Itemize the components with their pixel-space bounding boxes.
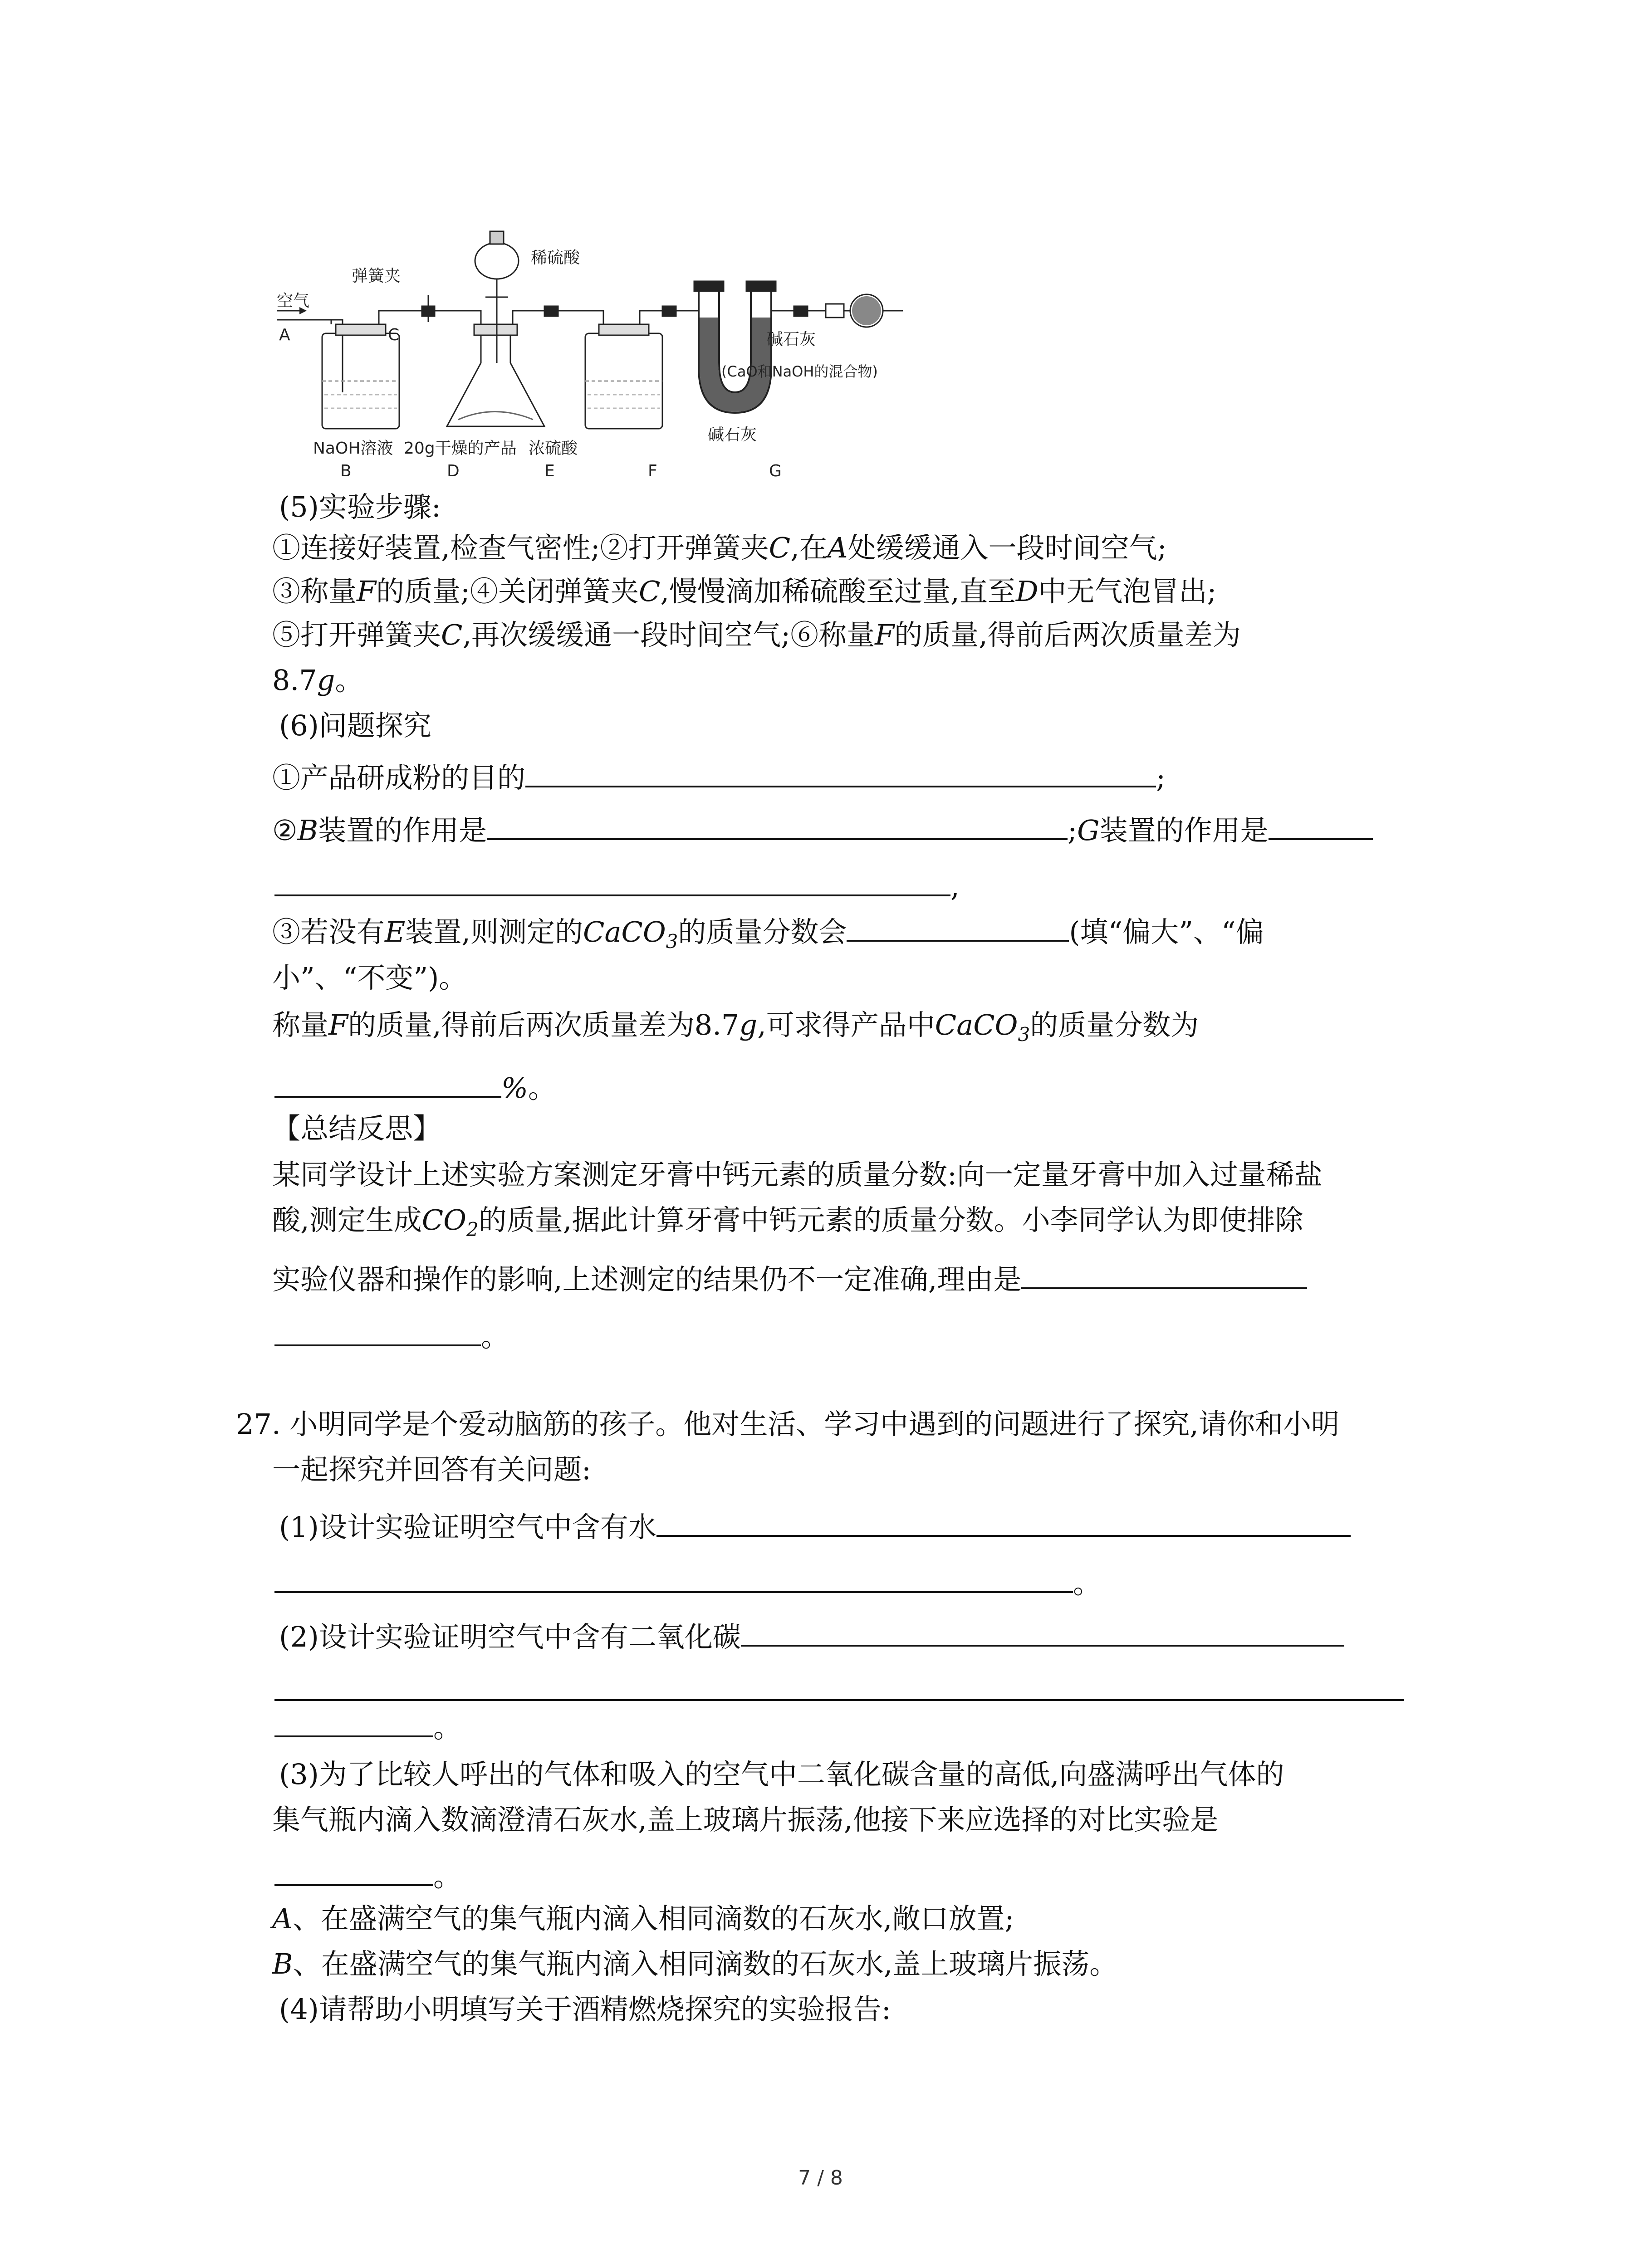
answer-blank-mass-fraction[interactable] xyxy=(274,1067,501,1098)
label-conc-acid: 浓硫酸 xyxy=(529,439,578,458)
q5-step-line1: ①连接好装置,检查气密性;②打开弹簧夹C,在A处缓缓通入一段时间空气; xyxy=(272,531,1167,564)
q6-p2: ②B装置的作用是 ;G装置的作用是 xyxy=(272,809,1373,849)
q6-p2-cont: , xyxy=(274,865,960,905)
q27-option-b: B、在盛满空气的集气瓶内滴入相同滴数的石灰水,盖上玻璃片振荡。 xyxy=(272,1947,1118,1980)
label-soda-lime: 碱石灰 xyxy=(767,330,816,349)
answer-blank-co2[interactable] xyxy=(741,1616,1344,1647)
q27-part2-line2 xyxy=(274,1670,1404,1710)
label-air: 空气 xyxy=(277,292,310,310)
label-c: C xyxy=(388,326,400,344)
label-f: F xyxy=(648,462,657,480)
summary-title: 【总结反思】 xyxy=(272,1112,441,1145)
summary-line3: 实验仪器和操作的影响,上述测定的结果仍不一定准确,理由是 xyxy=(272,1258,1307,1298)
label-soda-lime-f: 碱石灰 xyxy=(708,425,757,444)
apparatus-diagram xyxy=(268,213,912,494)
q6-p3: ③若没有E装置,则测定的CaCO$_3$的质量分数会 (填“偏大”、“偏 xyxy=(272,911,1264,960)
answer-blank-water[interactable] xyxy=(656,1506,1351,1537)
q27-part3-line3: 。 xyxy=(274,1855,461,1895)
q27-option-a: A、在盛满空气的集气瓶内滴入相同滴数的石灰水,敞口放置; xyxy=(272,1902,1014,1935)
label-d: D xyxy=(447,462,460,480)
summary-line1: 某同学设计上述实验方案测定牙膏中钙元素的质量分数:向一定量牙膏中加入过量稀盐 xyxy=(272,1158,1323,1191)
q6-p1: ①产品研成粉的目的 ; xyxy=(272,757,1166,796)
q27-part2: (2)设计实验证明空气中含有二氧化碳 xyxy=(279,1616,1344,1655)
q5-step-line4: 8.7g。 xyxy=(272,664,363,697)
answer-blank-purpose[interactable] xyxy=(525,757,1156,787)
answer-blank-g-role[interactable] xyxy=(1269,809,1373,840)
q6-title: (6)问题探究 xyxy=(279,709,431,742)
label-a: A xyxy=(279,326,290,344)
summary-line4: 。 xyxy=(274,1315,509,1355)
label-soda-lime-note: (CaO和NaOH的混合物) xyxy=(721,363,878,380)
answer-blank-co2-end[interactable] xyxy=(274,1706,433,1737)
q27-part3-line1: (3)为了比较人呼出的气体和吸入的空气中二氧化碳含量的高低,向盛满呼出气体的 xyxy=(279,1758,1284,1791)
answer-blank-contrast[interactable] xyxy=(274,1855,433,1886)
q27-part1-cont: 。 xyxy=(274,1562,1101,1602)
page-number: 7 / 8 xyxy=(798,2166,843,2190)
answer-blank-water-cont[interactable] xyxy=(274,1562,1073,1593)
label-naoh: NaOH溶液 xyxy=(313,439,393,458)
label-acid: 稀硫酸 xyxy=(531,249,580,267)
q27-intro-line2: 一起探究并回答有关问题: xyxy=(272,1453,591,1486)
answer-blank-effect[interactable] xyxy=(847,911,1069,942)
label-e: E xyxy=(544,462,555,480)
answer-blank-g-role-cont[interactable] xyxy=(274,865,950,896)
label-product: 20g干燥的产品 xyxy=(404,439,517,458)
label-b: B xyxy=(340,462,352,480)
q27-part3-line2: 集气瓶内滴入数滴澄清石灰水,盖上玻璃片振荡,他接下来应选择的对比实验是 xyxy=(272,1803,1219,1836)
answer-blank-co2-cont[interactable] xyxy=(274,1670,1404,1701)
answer-blank-reason-cont[interactable] xyxy=(274,1315,481,1346)
q27-part2-line3: 。 xyxy=(274,1706,461,1746)
q5-step-line3: ⑤打开弹簧夹C,再次缓缓通一段时间空气;⑥称量F的质量,得前后两次质量差为 xyxy=(272,618,1241,651)
label-g: G xyxy=(769,462,782,480)
q6-p5: %。 xyxy=(274,1067,556,1106)
summary-line2: 酸,测定生成$CO_2$的质量,据此计算牙膏中钙元素的质量分数。小李同学认为即使排除 xyxy=(272,1203,1303,1241)
q27-intro-line1: 27. 小明同学是个爱动脑筋的孩子。他对生活、学习中遇到的问题进行了探究,请你和小明 xyxy=(236,1408,1340,1441)
q6-p3-cont: 小”、“不变”)。 xyxy=(272,961,467,994)
answer-blank-reason[interactable] xyxy=(1021,1258,1307,1289)
q6-p4: 称量F的质量,得前后两次质量差为8.7g,可求得产品中CaCO$_3$的质量分数为 xyxy=(272,1008,1199,1046)
q27-part1: (1)设计实验证明空气中含有水 xyxy=(279,1506,1351,1545)
label-clamp: 弹簧夹 xyxy=(352,267,401,285)
q27-part4: (4)请帮助小明填写关于酒精燃烧探究的实验报告: xyxy=(279,1993,891,2026)
q5-title: (5)实验步骤: xyxy=(279,490,441,523)
q5-step-line2: ③称量F的质量;④关闭弹簧夹C,慢慢滴加稀硫酸至过量,直至D中无气泡冒出; xyxy=(272,575,1217,608)
answer-blank-b-role[interactable] xyxy=(487,809,1068,840)
